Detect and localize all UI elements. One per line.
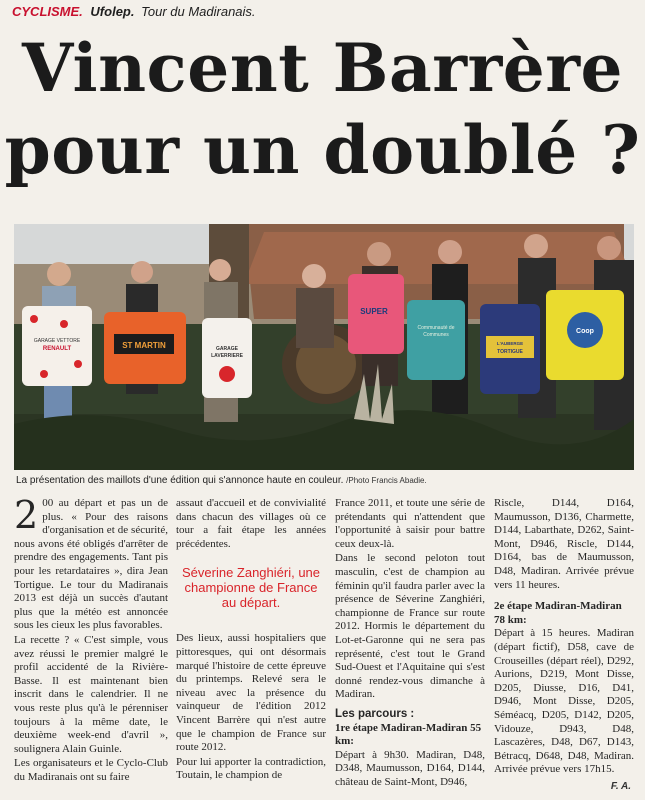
paragraph: assaut d'accueil et de convivialité dans chacun des villages où ce tour a fait étape les années précédentes. <box>176 497 326 550</box>
etape-2-text: Départ à 15 heures. Madiran (départ fictif), D58, cave de Crouseilles (départ réel), D292, Aurions, D219, Mont Disse, D205, Diusse, D16, D41, D946, Mont Disse, D205, Séméacq, D205, D142, D205, Vidouze, D943, D48, Lascazères, D48, D67, D143, Bétracq, D648, D48, Madiran. Arrivée prévue vers 17h15. <box>494 627 634 776</box>
jersey-4-text: SUPER <box>360 307 388 316</box>
paragraph: Des lieux, aussi hospitaliers que pittoresques, qui ont désormais marqué l'histoire de cette épreuve du printemps. Relevé sera le niveau avec la présence du vainqueur de l'édition 2012 Vincent Barrère qui n'est autre que le champion de France sur route 2012. <box>176 632 326 754</box>
section-kicker <box>12 4 256 19</box>
jersey-2-text: ST MARTIN <box>122 341 166 350</box>
drop-cap: 2 <box>14 493 39 537</box>
etape-1-heading: 1re étape Madiran-Madiran 55 km: <box>335 721 482 748</box>
etape-2-heading: 2e étape Madiran-Madiran 78 km: <box>494 600 622 626</box>
article-column-1 <box>14 493 168 785</box>
paragraph: Pour lui apporter la contradiction, Toutain, le champion de <box>176 755 326 782</box>
paragraph: Les organisateurs et le Cyclo-Club du Madiranais ont su faire <box>14 757 168 783</box>
photo-credit: /Photo Francis Abadie. <box>346 476 427 485</box>
parcours-heading: Les parcours : <box>335 707 415 720</box>
paragraph: 2 00 au départ et pas un de plus. « Pour des raisons d'organisation et de sécurité, nous avons été obligés d'arrêter de prendre des engagements. Tant pis pour les retardataires », dira Jean Tortigue. Le tour du Madiranais 2013 est déjà un succès d'autant plus que la météo est annoncée sous les cieux les plus favorables. <box>14 493 168 632</box>
jersey-6-text: L'AUBERGE <box>496 341 524 346</box>
svg-text:RENAULT: RENAULT <box>42 346 72 352</box>
svg-text:Communes: Communes <box>423 332 449 338</box>
svg-text:TORTIGUE: TORTIGUE <box>497 349 523 355</box>
paragraph: France 2011, et toute une série de prétendants qui n'attendent que l'opportunité à saisir pour battre ceux deux-là. <box>335 497 485 550</box>
org-label: Ufolep. <box>90 4 135 19</box>
topic-label: Tour du Madiranais. <box>141 4 256 19</box>
jersey-7-text: Coop <box>576 328 594 335</box>
jersey-1-text: GARAGE VETTORE <box>33 338 81 344</box>
team-photo <box>14 224 634 470</box>
caption-text: La présentation des maillots d'une édition qui s'annonce haute en couleur. <box>16 475 344 486</box>
jersey-3-text: GARAGE <box>216 346 238 352</box>
svg-text:LAVERRIERE: LAVERRIERE <box>211 353 243 359</box>
headline-line-2: pour un doublé ? <box>4 111 641 189</box>
etape-1-text: Départ à 9h30. Madiran, D48, D348, Maumusson, D164, D144, château de Saint-Mont, D946, <box>335 748 485 788</box>
jersey-5-text: Communauté de <box>417 325 455 331</box>
paragraph: Riscle, D144, D164, Maumusson, D136, Charmette, D144, Labarthate, D262, Saint-Mont, D946, Riscle, D144, D164, bas de Maumusson, D48, Madiran. Arrivée prévue vers 11 heures. <box>494 497 634 591</box>
article-column-4 <box>494 497 634 778</box>
paragraph: Dans le second peloton tout masculin, c'est de champion au féminin qu'il faudra parler avec la présence de Séverine Zanghiéri, championne de France sur route 2012. Hormis le département du Lot-et-Garonne qui ne sera pas représenté, c'est tout le Grand Sud-Ouest et l'Aquitaine qui s'est donné rendez-vous dimanche à Madiran. <box>335 552 485 701</box>
photo-caption <box>16 475 631 486</box>
section-label: CYCLISME. <box>12 4 83 19</box>
article-column-3 <box>335 497 485 790</box>
author-signature: F. A. <box>610 781 631 792</box>
headline-line-1: Vincent Barrère <box>21 29 624 107</box>
paragraph: La recette ? « C'est simple, vous avez réussi le premier malgré le profil accidenté de la Rivière-Basse. Il est maintenant bien inscrit dans le calendrier. Il ne vous reste plus qu'à le pérenniser toujours à la même date, le deuxième week-end d'avril », soulignera Alain Guinle. <box>14 633 168 755</box>
photo-illustration <box>14 224 634 470</box>
pull-quote: Séverine Zanghiéri, une championne de France au départ. <box>181 565 321 611</box>
article-column-2 <box>176 497 326 784</box>
